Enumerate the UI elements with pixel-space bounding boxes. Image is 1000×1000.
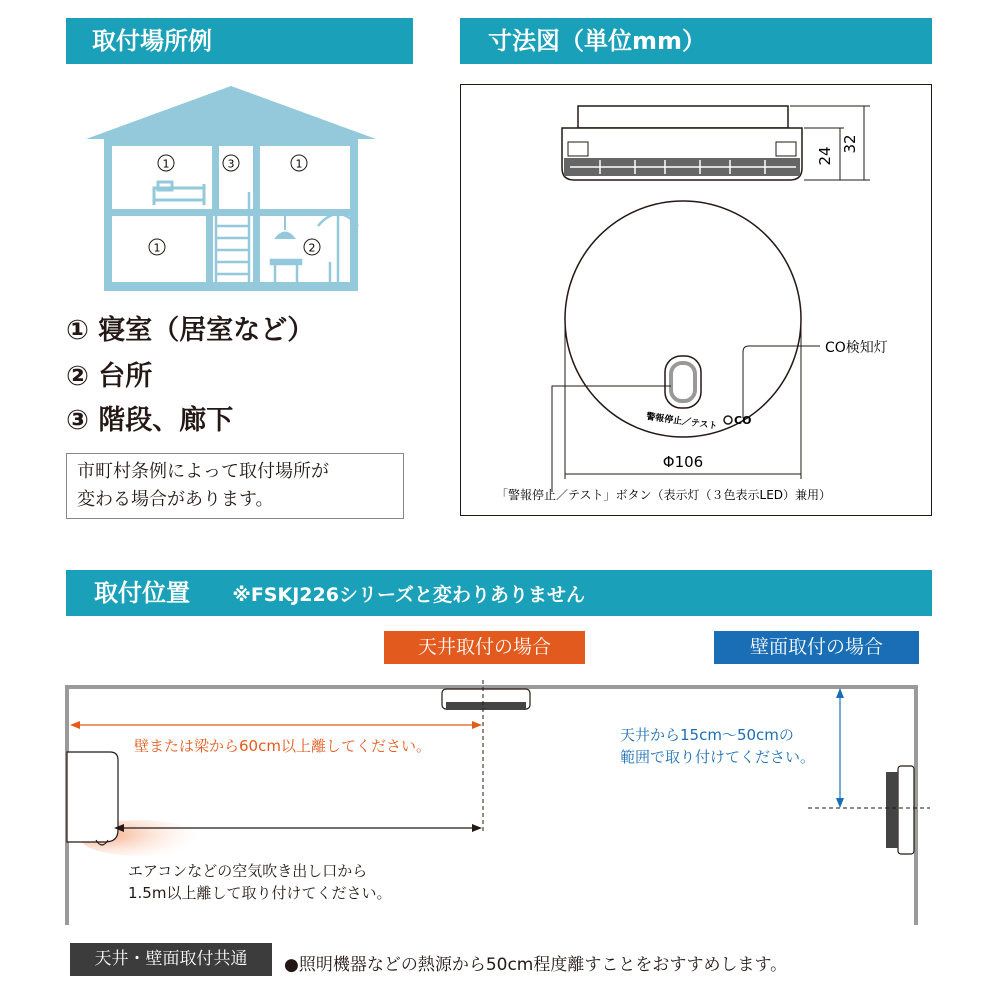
wall-instruction-line-1: 天井から15cm～50cmの xyxy=(620,726,794,744)
wall-mount-tag: 壁面取付の場合 xyxy=(714,631,919,664)
alarm-side-view xyxy=(562,106,802,180)
aircon-instruction-line-2: 1.5m以上離して取り付けてください。 xyxy=(128,884,392,902)
house-diagram xyxy=(66,84,396,294)
wall-instruction-line-2: 範囲で取り付けてください。 xyxy=(620,748,816,766)
wall-alarm-device xyxy=(886,766,914,854)
ordinance-note-line-2: 変わる場合があります。 xyxy=(77,489,274,510)
ordinance-note xyxy=(66,453,404,519)
dimension-drawing xyxy=(460,84,932,516)
svg-text:2: 2 xyxy=(308,241,316,255)
diameter-label: Φ106 xyxy=(662,453,704,471)
co-lamp-label: CO検知灯 xyxy=(825,340,888,356)
position-header: 取付位置 ※FSKJ226シリーズと変わりありません xyxy=(66,570,932,616)
common-note: ●照明機器などの熱源から50cm程度離すことをおすすめします。 xyxy=(284,955,788,975)
wall-instruction xyxy=(620,724,815,768)
legend-stairs: ③ 階段、廊下 xyxy=(66,405,234,436)
height-outer-label: 32 xyxy=(841,134,859,154)
ordinance-note-line-1: 市町村条例によって取付場所が xyxy=(77,461,329,482)
legend-kitchen: ② 台所 xyxy=(66,361,153,392)
svg-text:3: 3 xyxy=(227,157,235,171)
button-caption: 「警報停止／テスト」ボタン（表示灯（３色表示LED）兼用） xyxy=(496,488,832,502)
alarm-top-view xyxy=(565,201,801,437)
svg-text:1: 1 xyxy=(295,157,303,171)
aircon-instruction xyxy=(128,860,391,904)
install-places-header: 取付場所例 xyxy=(66,18,413,64)
svg-text:1: 1 xyxy=(153,241,161,255)
ceiling-alarm-device xyxy=(442,689,530,710)
position-header-note: ※FSKJ226シリーズと変わりありません xyxy=(232,584,585,606)
legend-bedroom: ① 寝室（居室など） xyxy=(66,315,315,346)
dimensions-header: 寸法図（単位mm） xyxy=(460,18,932,64)
height-inner-label: 24 xyxy=(816,146,834,166)
common-tag: 天井・壁面取付共通 xyxy=(70,943,272,976)
co-print-label: CO xyxy=(734,414,752,427)
button-print-label: 警報停止／テスト xyxy=(645,412,718,432)
air-conditioner xyxy=(67,752,200,856)
svg-text:1: 1 xyxy=(162,157,170,171)
ceiling-mount-tag: 天井取付の場合 xyxy=(384,631,585,664)
aircon-instruction-line-1: エアコンなどの空気吹き出し口から xyxy=(128,862,368,880)
ceiling-instruction: 壁または梁から60cm以上離してください。 xyxy=(134,737,431,755)
